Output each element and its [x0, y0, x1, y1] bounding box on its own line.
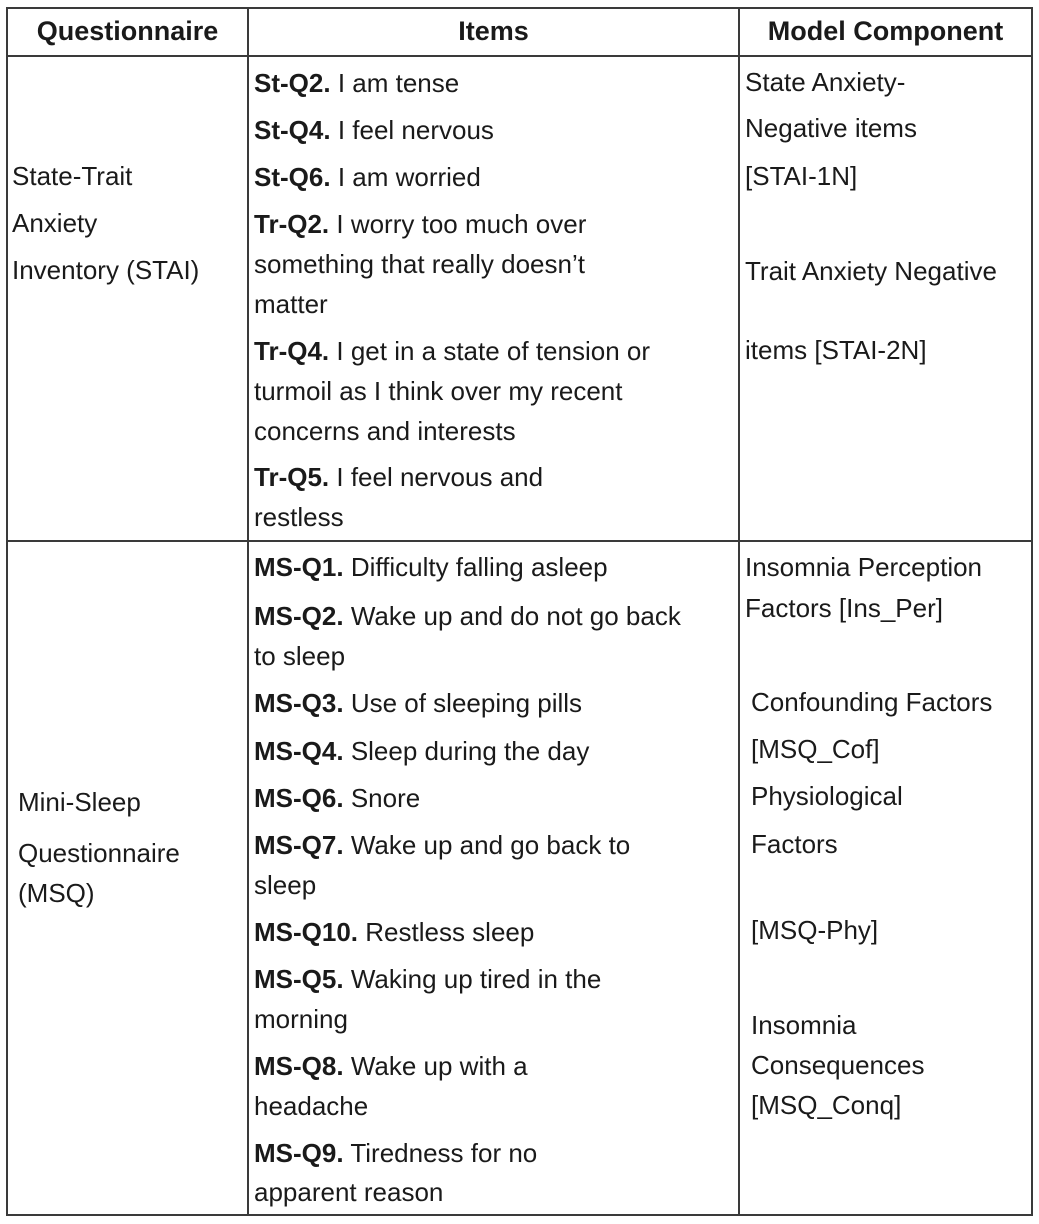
item-text: Waking up tired in the	[350, 964, 602, 994]
item-line	[254, 825, 630, 865]
item-line	[254, 596, 681, 636]
item-code: MS-Q10.	[254, 917, 359, 947]
item-line: something that really doesn’t	[254, 249, 585, 279]
item-line: concerns and interests	[254, 416, 516, 446]
component-line: Negative items	[745, 113, 917, 143]
component-line: Confounding Factors	[751, 687, 993, 717]
item-line: morning	[254, 1004, 348, 1034]
questionnaire-line: Mini-Sleep	[18, 787, 141, 817]
component-line: [MSQ_Conq]	[751, 1090, 902, 1120]
item-code: MS-Q2.	[254, 601, 344, 631]
item-code: St-Q4.	[254, 115, 331, 145]
item-line	[254, 1046, 528, 1086]
item-line	[254, 912, 534, 952]
column-divider	[247, 7, 249, 1216]
item-line	[254, 63, 459, 103]
questionnaire-line: State-Trait	[12, 161, 133, 191]
item-line: to sleep	[254, 641, 346, 671]
item-text: I am worried	[337, 162, 481, 192]
item-code: MS-Q7.	[254, 830, 344, 860]
column-divider	[738, 7, 740, 1216]
item-code: St-Q2.	[254, 68, 331, 98]
item-code: MS-Q1.	[254, 552, 344, 582]
item-text: I get in a state of tension or	[336, 336, 651, 366]
item-line: sleep	[254, 870, 317, 900]
item-text: Wake up with a	[350, 1051, 528, 1081]
item-line	[254, 547, 608, 587]
item-line	[254, 457, 543, 497]
item-text: Restless sleep	[365, 917, 535, 947]
item-line	[254, 204, 586, 244]
item-code: Tr-Q5.	[254, 462, 330, 492]
component-line: Factors	[751, 829, 838, 859]
component-line: Consequences	[751, 1050, 925, 1080]
component-line: [STAI-1N]	[745, 161, 858, 191]
component-line: [MSQ_Cof]	[751, 734, 880, 764]
item-text: I feel nervous and	[336, 462, 544, 492]
questionnaire-line: (MSQ)	[18, 878, 95, 908]
item-line	[254, 110, 494, 150]
item-text: Wake up and do not go back	[350, 601, 681, 631]
item-code: Tr-Q2.	[254, 209, 330, 239]
item-line: apparent reason	[254, 1177, 444, 1207]
item-line: restless	[254, 502, 344, 532]
questionnaire-line: Anxiety	[12, 208, 98, 238]
item-code: MS-Q8.	[254, 1051, 344, 1081]
item-text: Difficulty falling asleep	[350, 552, 608, 582]
item-line: headache	[254, 1091, 369, 1121]
header-items: Items	[458, 16, 529, 46]
component-line: Factors [Ins_Per]	[745, 593, 943, 623]
item-line	[254, 331, 650, 371]
item-line	[254, 778, 420, 818]
item-line	[254, 157, 481, 197]
item-text: I feel nervous	[337, 115, 494, 145]
component-line: Insomnia	[751, 1010, 857, 1040]
header-questionnaire: Questionnaire	[36, 16, 219, 46]
item-text: Sleep during the day	[350, 736, 590, 766]
questionnaire-line: Inventory (STAI)	[12, 255, 200, 285]
header-divider	[6, 55, 1033, 57]
item-code: MS-Q3.	[254, 688, 344, 718]
component-line: Trait Anxiety Negative	[745, 256, 997, 286]
item-line	[254, 959, 601, 999]
item-code: MS-Q6.	[254, 783, 344, 813]
component-line: State Anxiety-	[745, 67, 906, 97]
item-text: Wake up and go back to	[350, 830, 631, 860]
item-text: I worry too much over	[336, 209, 587, 239]
item-text: I am tense	[337, 68, 460, 98]
item-code: St-Q6.	[254, 162, 331, 192]
item-line	[254, 1133, 537, 1173]
item-text: Snore	[350, 783, 421, 813]
item-code: MS-Q4.	[254, 736, 344, 766]
item-line: turmoil as I think over my recent	[254, 376, 623, 406]
item-line	[254, 731, 589, 771]
header-model-component: Model Component	[767, 16, 1004, 46]
item-text: Use of sleeping pills	[350, 688, 583, 718]
section-divider	[6, 540, 1033, 542]
component-line: Insomnia Perception	[745, 552, 983, 582]
item-code: MS-Q9.	[254, 1138, 344, 1168]
component-line: [MSQ-Phy]	[751, 915, 879, 945]
item-code: Tr-Q4.	[254, 336, 330, 366]
item-text: Tiredness for no	[350, 1138, 538, 1168]
item-line	[254, 683, 582, 723]
component-line: items [STAI-2N]	[745, 335, 927, 365]
questionnaire-line: Questionnaire	[18, 838, 180, 868]
item-code: MS-Q5.	[254, 964, 344, 994]
component-line: Physiological	[751, 781, 903, 811]
item-line: matter	[254, 289, 328, 319]
